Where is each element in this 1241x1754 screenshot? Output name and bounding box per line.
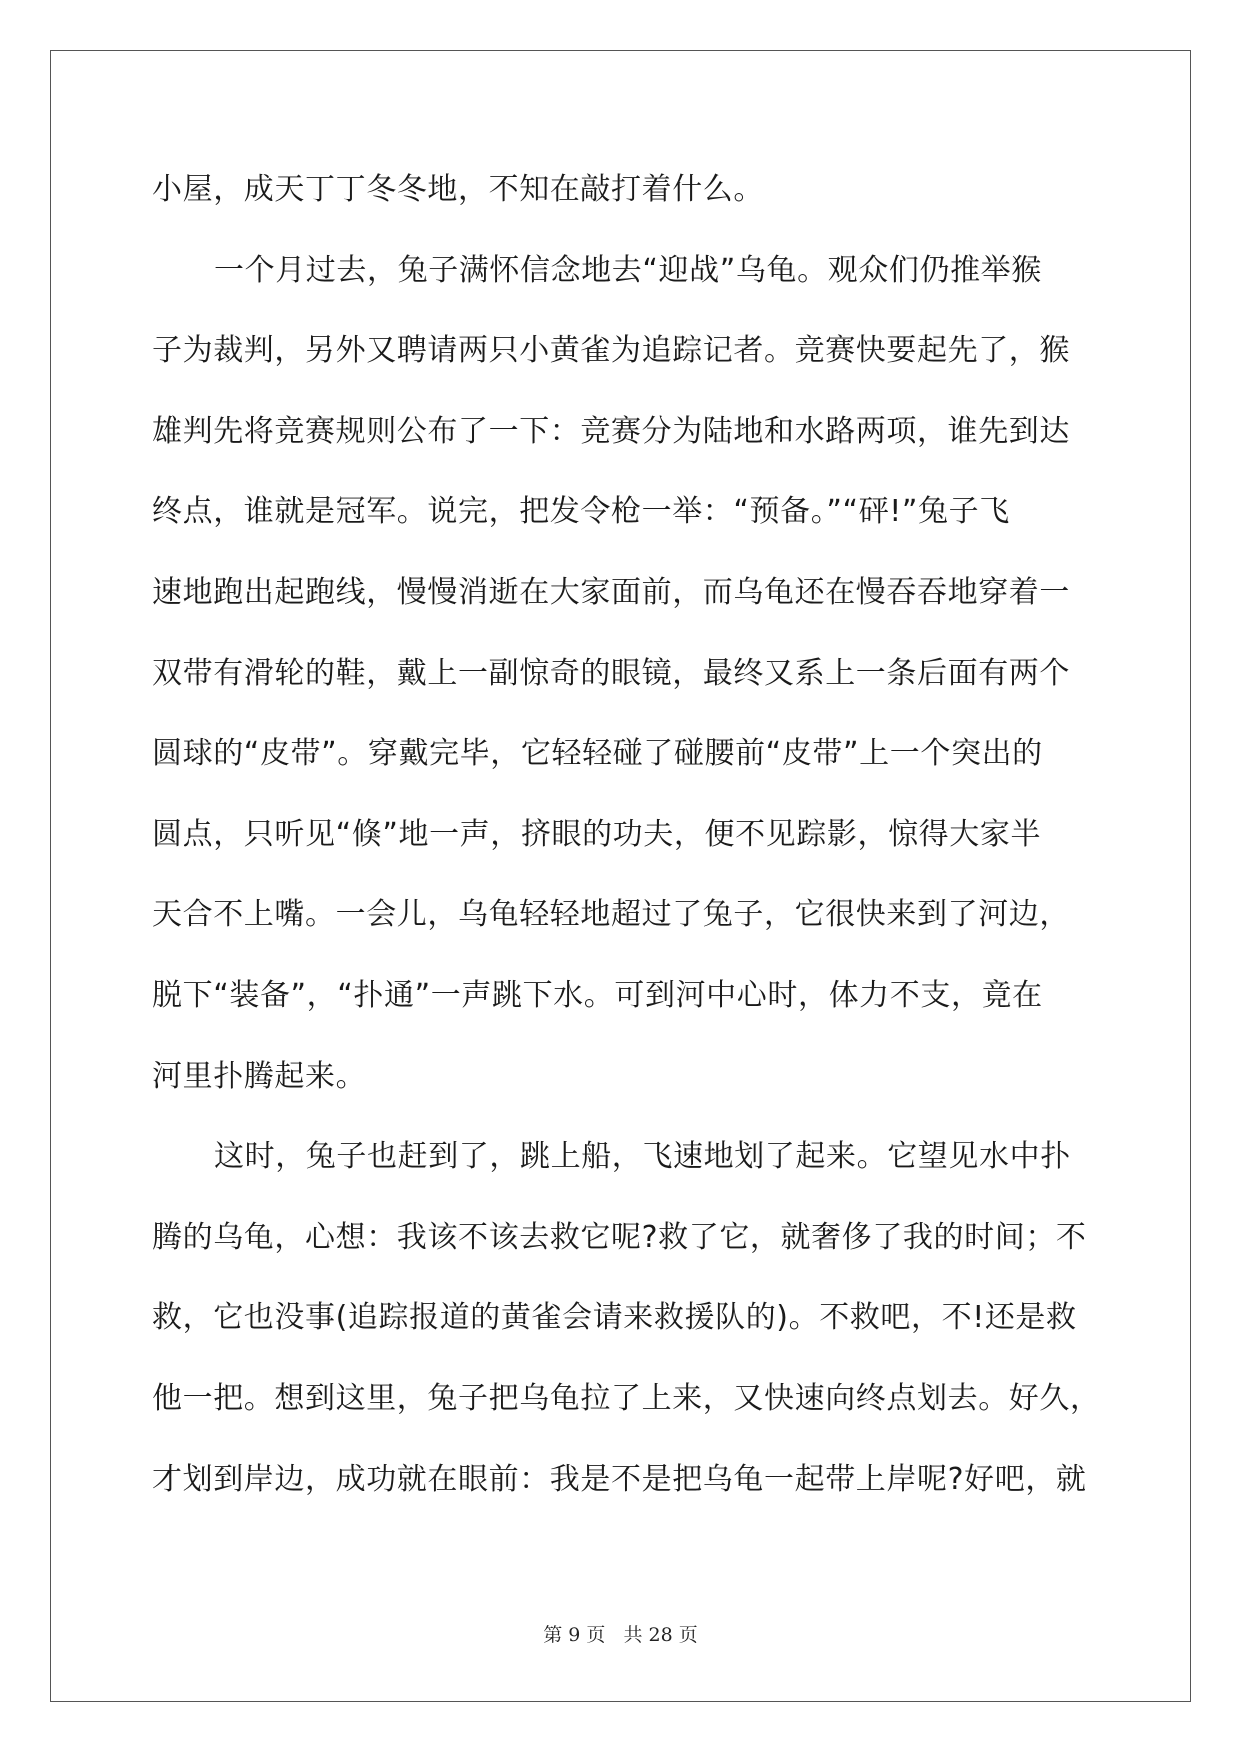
text-line: 圆球的“皮带”。穿戴完毕，它轻轻碰了碰腰前“皮带”上一个突出的 xyxy=(152,736,1043,772)
text-line: 圆点，只听见“倏”地一声，挤眼的功夫，便不见踪影，惊得大家半 xyxy=(152,816,1042,852)
text-line: 一个月过去，兔子满怀信念地去“迎战”乌龟。观众们仍推举猴 xyxy=(214,252,1042,288)
text-line: 河里扑腾起来。 xyxy=(152,1058,367,1094)
text-line: 才划到岸边，成功就在眼前：我是不是把乌龟一起带上岸呢?好吧，就 xyxy=(152,1461,1087,1497)
text-line: 腾的乌龟，心想：我该不该去救它呢?救了它，就奢侈了我的时间；不 xyxy=(152,1219,1087,1255)
text-line: 天合不上嘴。一会儿，乌龟轻轻地超过了兔子，它很快来到了河边， xyxy=(152,897,1070,933)
text-line: 子为裁判，另外又聘请两只小黄雀为追踪记者。竞赛快要起先了，猴 xyxy=(152,333,1070,369)
page-number: 第 9 页 xyxy=(543,1624,606,1646)
text-line: 速地跑出起跑线，慢慢消逝在大家面前，而乌龟还在慢吞吞地穿着一 xyxy=(152,574,1070,610)
page-total: 共 28 页 xyxy=(623,1624,698,1646)
text-line: 雄判先将竞赛规则公布了一下：竞赛分为陆地和水路两项，谁先到达 xyxy=(152,413,1070,449)
text-line: 小屋，成天丁丁冬冬地，不知在敲打着什么。 xyxy=(152,172,764,207)
text-line: 终点，谁就是冠军。说完，把发令枪一举：“预备。”“砰!”兔子飞 xyxy=(152,494,1010,530)
text-line: 双带有滑轮的鞋，戴上一副惊奇的眼镜，最终又系上一条后面有两个 xyxy=(152,655,1070,691)
text-line: 他一把。想到这里，兔子把乌龟拉了上来，又快速向终点划去。好久， xyxy=(152,1380,1101,1416)
text-line: 脱下“装备”，“扑通”一声跳下水。可到河中心时，体力不支，竟在 xyxy=(152,977,1043,1013)
body-text xyxy=(152,160,1101,1530)
text-line: 这时，兔子也赶到了，跳上船，飞速地划了起来。它望见水中扑 xyxy=(214,1139,1071,1175)
page-footer xyxy=(0,1620,1241,1647)
text-line: 救，它也没事(追踪报道的黄雀会请来救援队的)。不救吧，不!还是救 xyxy=(152,1300,1077,1336)
